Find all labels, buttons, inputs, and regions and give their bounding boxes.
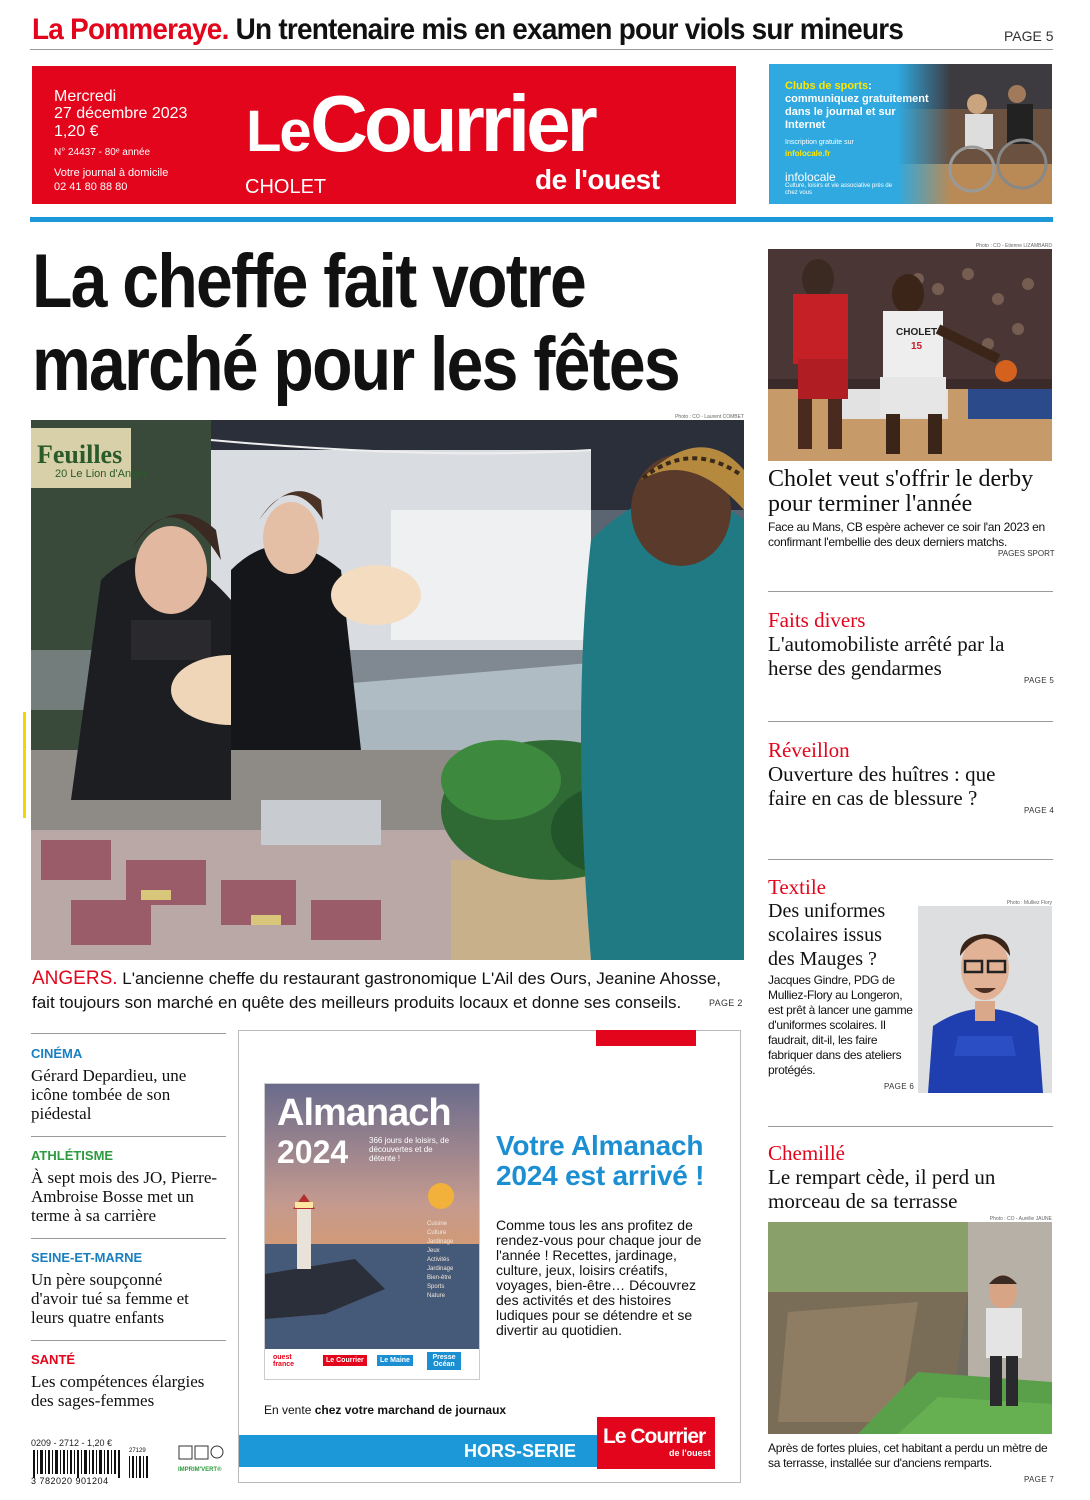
chemille-page: PAGE 7 bbox=[1024, 1475, 1055, 1484]
masthead-price: 1,20 € bbox=[54, 123, 99, 140]
lead-caption-place: ANGERS. bbox=[32, 968, 118, 989]
ad-logo[interactable]: Le Courrier de l'ouest bbox=[597, 1417, 715, 1469]
cover-logo-ouest-france: ouest france bbox=[273, 1354, 295, 1368]
masthead-phone: 02 41 80 88 80 bbox=[54, 181, 128, 193]
cover-title: Almanach bbox=[277, 1092, 451, 1134]
terrace-illustration bbox=[768, 1222, 1052, 1434]
textile-page: PAGE 6 bbox=[884, 1082, 915, 1091]
teaser-page: PAGE 5 bbox=[1004, 28, 1054, 44]
brief-reveillon[interactable]: Réveillon Ouverture des huîtres : que faire en cas de blessure ? bbox=[768, 738, 996, 810]
teaser-headline: Un trentenaire mis en examen pour viols sur mineurs bbox=[235, 13, 904, 46]
cover-logo-courrier: Le Courrier bbox=[323, 1355, 367, 1366]
promo-highlight: Clubs de sports bbox=[785, 80, 869, 92]
barcode-code: 0209 - 2712 - 1,20 € bbox=[31, 1438, 113, 1448]
barcode-digits: 3 782020 901204 bbox=[31, 1476, 109, 1486]
masthead-blue-rule bbox=[30, 217, 1053, 222]
brief-faits-divers-page: PAGE 5 bbox=[1024, 676, 1055, 685]
masthead-logo[interactable]: Le Courrier bbox=[246, 79, 594, 168]
lead-page: PAGE 2 bbox=[709, 998, 743, 1008]
portrait-illustration bbox=[918, 906, 1052, 1093]
textile-text: Jacques Gindre, PDG de Mulliez-Flory au Longeron, est prêt à lancer une gamme d'uniformes scolaires. Il faudrait, dit-il, les faire fabriquer dans des ateliers protégés. bbox=[768, 973, 913, 1077]
promo-url[interactable]: infolocale.fr bbox=[785, 149, 831, 158]
recycle-icons bbox=[178, 1444, 226, 1462]
cover-topics: Cuisine Culture Jardinage Jeux Activités Jardinage Bien-être Sports Nature bbox=[427, 1221, 454, 1299]
ad-band bbox=[239, 1435, 597, 1467]
stall-sign-sub: 20 Le Lion d'Anger bbox=[55, 468, 148, 480]
masthead-delivery: Votre journal à domicile bbox=[54, 167, 169, 179]
left-item-cinema[interactable]: CINÉMA Gérard Depardieu, une icône tombée de son piédestal bbox=[31, 1046, 187, 1123]
imprim-vert: IMPRIM'VERT® bbox=[178, 1467, 222, 1473]
ad-headline: Votre Almanach 2024 est arrivé ! bbox=[496, 1130, 705, 1191]
ad-body: Comme tous les ans profitez de rendez-vous pour chaque jour de l'année ! Recettes, jardinage, culture, jeux, loisirs créatifs, voyages, bien-être… Découvrez des activités et des histoires ludiques pour se détendre et se divertir au quotidien. bbox=[496, 1217, 702, 1338]
cover-logo-presse-ocean: Presse Océan bbox=[427, 1352, 461, 1370]
chemille-photo-credit: Photo : CO - Aurélie JAUNE bbox=[989, 1216, 1052, 1222]
recycle-icon bbox=[178, 1444, 226, 1462]
ad-band-label: HORS-SERIE bbox=[464, 1441, 577, 1461]
masthead-issue: N° 24437 - 80ᵉ année bbox=[54, 147, 151, 158]
left-item-athletisme[interactable]: ATHLÉTISME À sept mois des JO, Pierre-Ambroise Bosse met un terme à sa carrière bbox=[31, 1148, 218, 1225]
chemille-photo[interactable] bbox=[768, 1222, 1052, 1434]
barcode-icon bbox=[31, 1450, 171, 1478]
cover-sub: 366 jours de loisirs, de découvertes et de détente ! bbox=[369, 1136, 450, 1163]
almanach-ad[interactable] bbox=[238, 1030, 741, 1483]
masthead-logo-sub: de l'ouest bbox=[535, 164, 660, 195]
brief-faits-divers[interactable]: Faits divers L'automobiliste arrêté par la herse des gendarmes bbox=[768, 608, 1005, 680]
promo-text: : communiquez gratuitement dans le journal et sur Internet bbox=[785, 80, 929, 131]
cover-logo-maine: Le Maine bbox=[377, 1355, 413, 1366]
masthead-date: Mercredi 27 décembre 2023 1,20 € N° 24437 - 80ᵉ année Votre journal à domicile 02 41 80 88 80 bbox=[54, 88, 188, 193]
promo-signup: Inscription gratuite sur bbox=[785, 139, 854, 146]
lead-headline[interactable]: La cheffe fait votre marché pour les fêtes bbox=[32, 239, 679, 407]
sport-photo-credit: Photo : CO - Etienne LIZAMBARD bbox=[975, 243, 1052, 249]
masthead-edition: CHOLET bbox=[245, 176, 327, 198]
chemille-article[interactable]: Chemillé Le rempart cède, il perd un morceau de sa terrasse bbox=[768, 1141, 996, 1213]
lead-caption-text: L'ancienne cheffe du restaurant gastronomique L'Ail des Ours, Jeanine Ahosse, fait toujours son marché en quête des meilleurs produits locaux et donne ses conseils. bbox=[32, 969, 721, 1012]
lead-photo[interactable] bbox=[31, 420, 744, 960]
teaser-bar[interactable] bbox=[32, 12, 953, 48]
textile-photo-credit: Photo : Mulliez Flory bbox=[1006, 900, 1052, 906]
cover-year: 2024 bbox=[277, 1134, 349, 1170]
textile-photo[interactable] bbox=[918, 906, 1052, 1093]
brief-reveillon-page: PAGE 4 bbox=[1024, 806, 1055, 815]
jersey-number: 15 bbox=[911, 341, 923, 352]
basketball-illustration bbox=[768, 249, 1052, 461]
sport-photo[interactable] bbox=[768, 249, 1052, 461]
ad-red-tab bbox=[596, 1030, 696, 1046]
barcode-addon: 27129 bbox=[129, 1448, 146, 1454]
left-item-sante[interactable]: SANTÉ Les compétences élargies des sages-femmes bbox=[31, 1352, 205, 1410]
jersey-text: CHOLET bbox=[896, 327, 938, 338]
left-item-seine-et-marne[interactable]: SEINE-ET-MARNE Un père soupçonné d'avoir tué sa femme et leurs quatre enfants bbox=[31, 1250, 189, 1327]
masthead bbox=[32, 66, 736, 204]
sport-page: PAGES SPORT bbox=[998, 549, 1055, 558]
ad-sale: En vente chez votre marchand de journaux bbox=[264, 1403, 507, 1417]
chemille-caption: Après de fortes pluies, cet habitant a perdu un mètre de sa terrasse, installée sur d'anciens remparts. bbox=[768, 1441, 1048, 1470]
edge-marker bbox=[23, 712, 26, 818]
teaser-place: La Pommeraye. bbox=[32, 13, 229, 46]
almanach-cover[interactable] bbox=[264, 1083, 480, 1380]
infolocale-logo: infolocale bbox=[785, 170, 836, 184]
promo-tagline: Culture, loisirs et vie associative près de chez vous bbox=[785, 183, 893, 196]
sport-text: Face au Mans, CB espère achever ce soir l'an 2023 en confirmant l'embellie des deux derniers matchs. bbox=[768, 520, 1045, 549]
lead-photo-credit: Photo : CO - Laurent COMBET bbox=[675, 414, 744, 420]
lead-caption[interactable] bbox=[32, 967, 722, 1015]
infolocale-promo[interactable] bbox=[769, 64, 1052, 204]
barcode-bars bbox=[31, 1450, 171, 1478]
textile-article[interactable]: Textile Des uniformes scolaires issus des Mauges ? Jacques Gindre, PDG de Mulliez-Flory au Longeron, est prêt à lancer une gamme d'uniformes scolaires. Il faudrait, dit-il, les faire fabriquer dans des ateliers protégés. bbox=[768, 875, 913, 1077]
sport-title[interactable]: Cholet veut s'offrir le derby pour terminer l'année bbox=[768, 466, 1034, 517]
market-scene-illustration bbox=[31, 420, 744, 960]
stall-sign: Feuilles bbox=[37, 440, 123, 469]
